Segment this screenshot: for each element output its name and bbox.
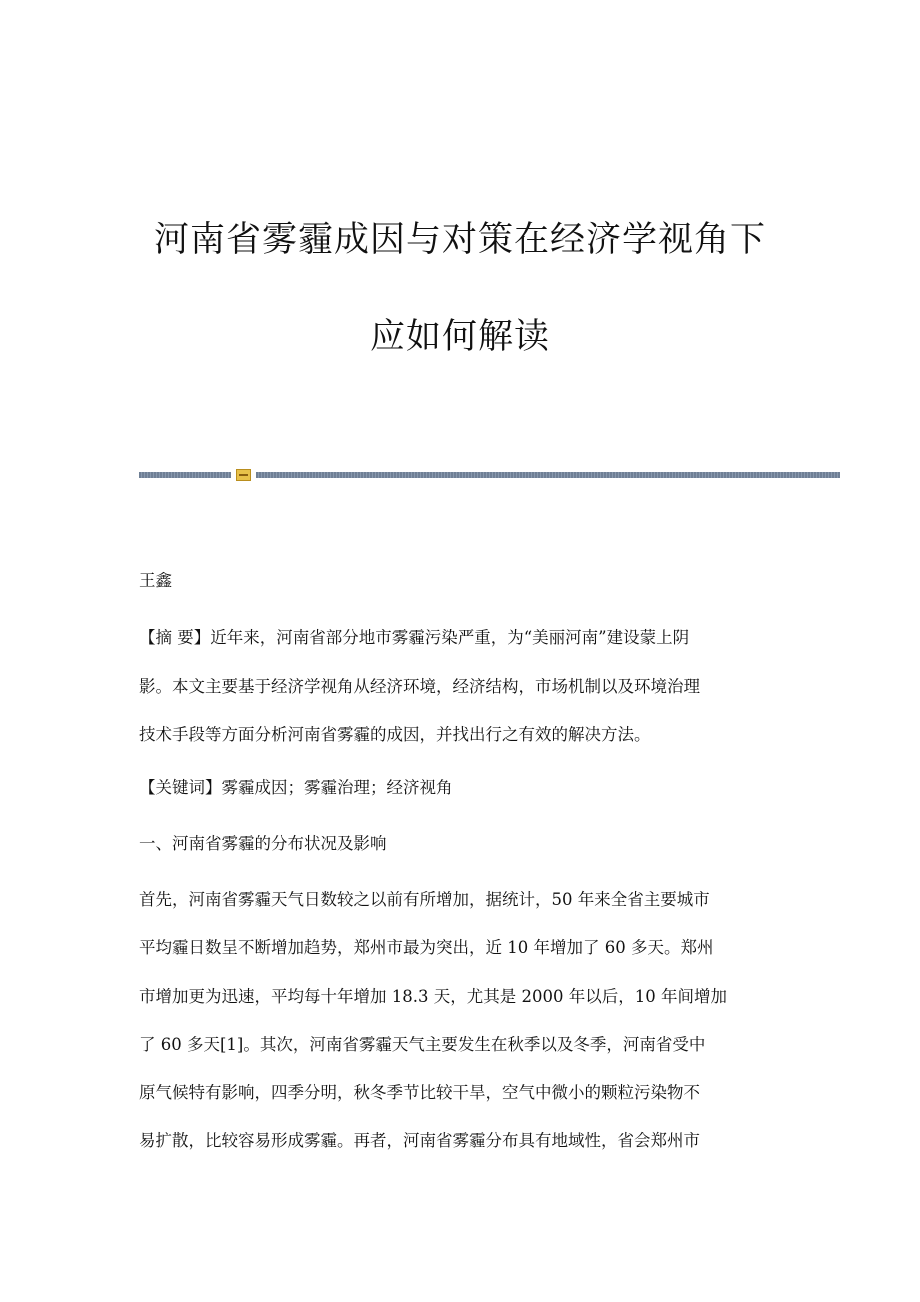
section-heading: 一、河南省雾霾的分布状况及影响 xyxy=(139,834,387,853)
body-line-3: 市增加更为迅速，平均每十年增加 18.3 天，尤其是 2000 年以后，10 年间增加 xyxy=(139,987,727,1006)
abstract-line-1: 【摘 要】近年来，河南省部分地市雾霾污染严重，为“美丽河南”建设蒙上阴 xyxy=(139,628,690,647)
author-name: 王鑫 xyxy=(139,571,172,590)
keywords-line: 【关键词】雾霾成因；雾霾治理；经济视角 xyxy=(139,778,453,797)
divider-bar-right xyxy=(256,472,840,478)
body-line-4: 了 60 多天[1]。其次，河南省雾霾天气主要发生在秋季以及冬季，河南省受中 xyxy=(139,1035,706,1054)
title-divider xyxy=(139,469,840,481)
abstract-line-2: 影。本文主要基于经济学视角从经济环境，经济结构，市场机制以及环境治理 xyxy=(139,677,700,696)
body-line-6: 易扩散，比较容易形成雾霾。再者，河南省雾霾分布具有地域性，省会郑州市 xyxy=(139,1131,700,1150)
body-line-5: 原气候特有影响，四季分明，秋冬季节比较干旱，空气中微小的颗粒污染物不 xyxy=(139,1083,700,1102)
divider-ornament-icon xyxy=(236,469,251,481)
document-title-line-2: 应如何解读 xyxy=(369,317,550,357)
document-title-line-1: 河南省雾霾成因与对策在经济学视角下 xyxy=(153,220,766,260)
body-line-2: 平均霾日数呈不断增加趋势，郑州市最为突出，近 10 年增加了 60 多天。郑州 xyxy=(139,938,714,957)
abstract-line-3: 技术手段等方面分析河南省雾霾的成因，并找出行之有效的解决方法。 xyxy=(139,725,651,744)
divider-bar-left xyxy=(139,472,231,478)
body-line-1: 首先，河南省雾霾天气日数较之以前有所增加，据统计，50 年来全省主要城市 xyxy=(139,890,710,909)
